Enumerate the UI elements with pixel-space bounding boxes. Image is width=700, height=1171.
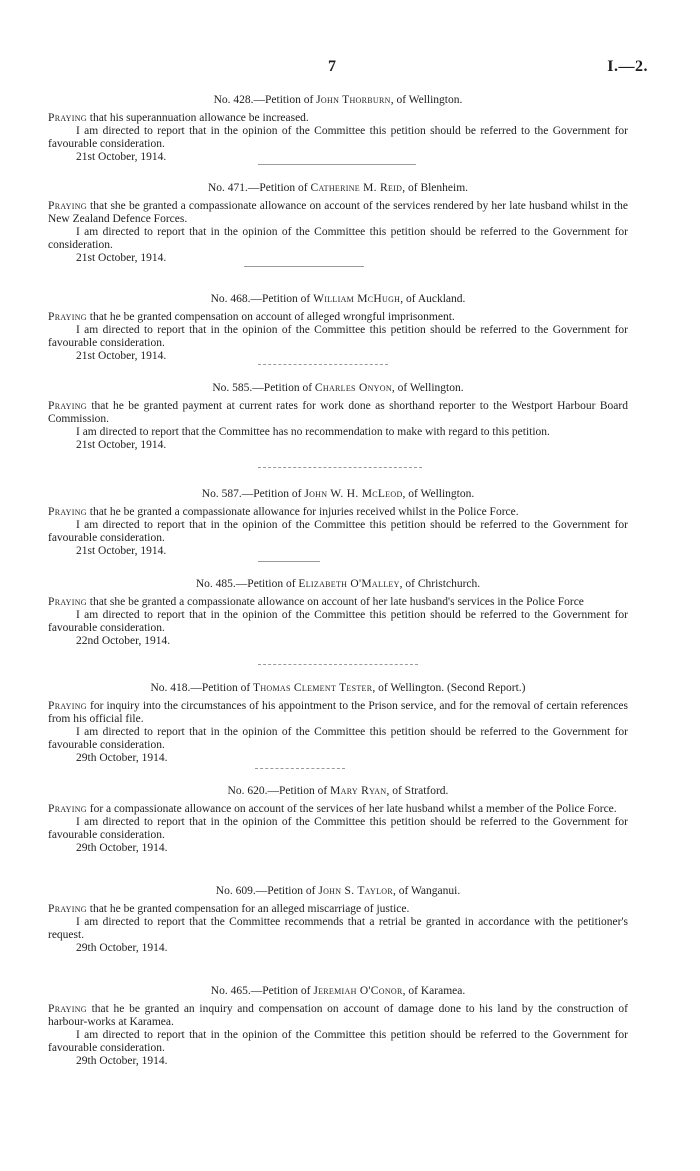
praying-paragraph: Praying that she be granted a compassionate allowance on account of her late husband's services in the Police Force (48, 596, 584, 608)
petition-title: No. 485.—Petition of Elizabeth O'Malley, of Christchurch. (195, 578, 481, 590)
praying-paragraph: Praying for inquiry into the circumstances of his appointment to the Prison service, and for the removal of certain references from his official file. (48, 700, 628, 725)
separator-rule (258, 664, 418, 665)
petition-entry (48, 94, 628, 164)
petition-title: No. 620.—Petition of Mary Ryan, of Stratford. (227, 785, 449, 797)
separator-rule (255, 768, 345, 769)
praying-paragraph: Praying that he be granted an inquiry and compensation on account of damage done to his land by the construction of harbour-works at Karamea. (48, 1003, 628, 1028)
report-paragraph: I am directed to report that in the opinion of the Committee this petition should be referred to the Government for consideration. (48, 226, 628, 251)
petition-entry (48, 488, 628, 558)
report-paragraph: I am directed to report that in the opinion of the Committee this petition should be referred to the Government for favourable consideration. (48, 324, 628, 349)
petition-entry (48, 682, 628, 765)
petition-title: No. 465.—Petition of Jeremiah O'Conor, of Karamea. (210, 985, 466, 997)
praying-paragraph: Praying that she be granted a compassionate allowance on account of the services rendered by her late husband whilst in the New Zealand Defence Forces. (48, 200, 628, 225)
petition-entry (48, 293, 628, 363)
report-date: 29th October, 1914. (76, 842, 168, 854)
petitioner-name: John Thorburn (316, 94, 391, 106)
report-paragraph: I am directed to report that the Committee has no recommendation to make with regard to this petition. (76, 426, 550, 438)
petition-entry (48, 382, 628, 452)
report-paragraph: I am directed to report that in the opinion of the Committee this petition should be referred to the Government for favourable consideration. (48, 609, 628, 634)
petitioner-name: Charles Onyon (314, 382, 392, 394)
report-date: 21st October, 1914. (76, 350, 167, 362)
petition-title: No. 418.—Petition of Thomas Clement Tester, of Wellington. (Second Report.) (150, 682, 526, 694)
petitioner-name: William McHugh (313, 293, 401, 305)
separator-rule (258, 467, 422, 468)
report-paragraph: I am directed to report that in the opinion of the Committee this petition should be referred to the Government for favourable consideration. (48, 1029, 628, 1054)
petitioner-name: Catherine M. Reid (310, 182, 403, 194)
separator-rule (258, 364, 388, 365)
petition-entry (48, 578, 628, 648)
report-date: 29th October, 1914. (76, 942, 168, 954)
report-paragraph: I am directed to report that the Committee recommends that a retrial be granted in accordance with the petitioner's request. (48, 916, 628, 941)
report-date: 21st October, 1914. (76, 439, 167, 451)
report-date: 22nd October, 1914. (76, 635, 171, 647)
report-date: 21st October, 1914. (76, 545, 167, 557)
petitioner-name: Jeremiah O'Conor (313, 985, 403, 997)
separator-rule (258, 164, 416, 165)
praying-paragraph: Praying that he be granted compensation for an alleged miscarriage of justice. (48, 903, 410, 915)
petition-entry (48, 182, 628, 265)
separator-rule (244, 266, 364, 267)
petition-title: No. 585.—Petition of Charles Onyon, of Wellington. (212, 382, 464, 394)
praying-paragraph: Praying for a compassionate allowance on account of the services of her late husband whilst a member of the Police Force. (48, 803, 617, 815)
petitioner-name: John W. H. McLeod (304, 488, 403, 500)
report-date: 21st October, 1914. (76, 151, 167, 163)
report-paragraph: I am directed to report that in the opinion of the Committee this petition should be referred to the Government for favourable consideration. (48, 726, 628, 751)
petition-title: No. 428.—Petition of John Thorburn, of Wellington. (213, 94, 463, 106)
paper-code: I.—2. (607, 58, 648, 75)
petition-title: No. 587.—Petition of John W. H. McLeod, of Wellington. (201, 488, 475, 500)
report-paragraph: I am directed to report that in the opinion of the Committee this petition should be referred to the Government for favourable consideration. (48, 816, 628, 841)
report-date: 29th October, 1914. (76, 1055, 168, 1067)
praying-paragraph: Praying that his superannuation allowance be increased. (48, 112, 309, 124)
petitioner-name: John S. Taylor (318, 885, 393, 897)
petitioner-name: Thomas Clement Tester (253, 682, 373, 694)
petition-entry (48, 785, 628, 855)
report-date: 21st October, 1914. (76, 252, 167, 264)
petition-title: No. 609.—Petition of John S. Taylor, of Wanganui. (215, 885, 461, 897)
separator-rule (258, 561, 320, 562)
petition-title: No. 471.—Petition of Catherine M. Reid, of Blenheim. (207, 182, 469, 194)
page-header (0, 58, 700, 76)
petition-entry (48, 985, 628, 1068)
petitioner-name: Elizabeth O'Malley (298, 578, 400, 590)
petition-title: No. 468.—Petition of William McHugh, of Auckland. (210, 293, 466, 305)
petitioner-name: Mary Ryan (330, 785, 387, 797)
praying-paragraph: Praying that he be granted payment at current rates for work done as shorthand reporter to the Westport Harbour Board Commission. (48, 400, 628, 425)
report-date: 29th October, 1914. (76, 752, 168, 764)
petition-entry (48, 885, 628, 955)
report-paragraph: I am directed to report that in the opinion of the Committee this petition should be referred to the Government for favourable consideration. (48, 125, 628, 150)
report-paragraph: I am directed to report that in the opinion of the Committee this petition should be referred to the Government for favourable consideration. (48, 519, 628, 544)
praying-paragraph: Praying that he be granted a compassionate allowance for injuries received whilst in the Police Force. (48, 506, 519, 518)
page-number: 7 (328, 58, 336, 75)
praying-paragraph: Praying that he be granted compensation on account of alleged wrongful imprisonment. (48, 311, 455, 323)
